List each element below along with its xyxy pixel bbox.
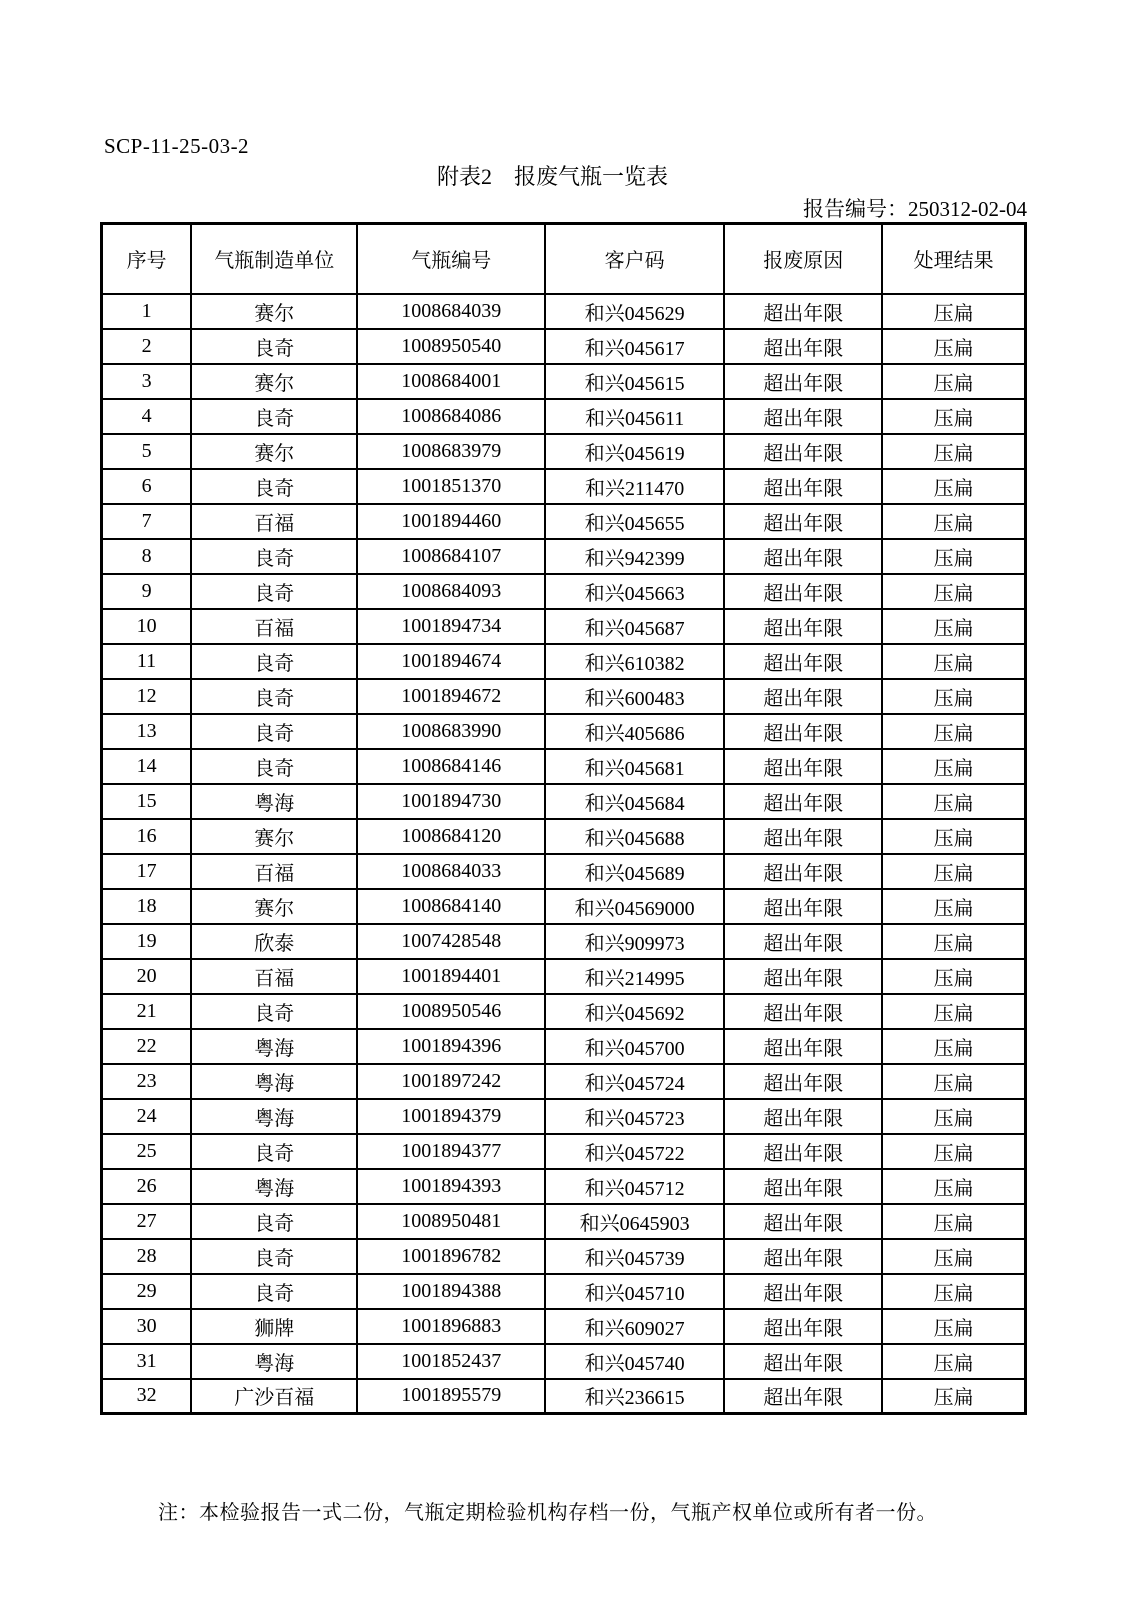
table-cell: 超出年限	[724, 1239, 882, 1274]
table-cell: 和兴214995	[545, 959, 724, 994]
table-cell: 压扁	[882, 854, 1025, 889]
table-cell: 压扁	[882, 364, 1025, 399]
table-cell: 19	[102, 924, 192, 959]
table-cell: 压扁	[882, 1064, 1025, 1099]
table-cell: 和兴04569000	[545, 889, 724, 924]
table-cell: 26	[102, 1169, 192, 1204]
table-cell: 压扁	[882, 294, 1025, 329]
table-cell: 超出年限	[724, 749, 882, 784]
table-cell: 狮牌	[191, 1309, 357, 1344]
table-cell: 百福	[191, 504, 357, 539]
report-number-value: 250312-02-04	[908, 197, 1027, 221]
table-row	[102, 399, 1026, 434]
table-cell: 粤海	[191, 784, 357, 819]
table-cell: 超出年限	[724, 1204, 882, 1239]
table-cell: 压扁	[882, 1379, 1025, 1414]
table-row	[102, 644, 1026, 679]
table-cell: 压扁	[882, 539, 1025, 574]
table-cell: 和兴045655	[545, 504, 724, 539]
table-row	[102, 1099, 1026, 1134]
table-cell: 压扁	[882, 609, 1025, 644]
document-code: SCP-11-25-03-2	[104, 134, 250, 158]
table-cell: 1008950546	[357, 994, 545, 1029]
table-cell: 超出年限	[724, 889, 882, 924]
table-cell: 和兴236615	[545, 1379, 724, 1414]
table-cell: 和兴045681	[545, 749, 724, 784]
table-row	[102, 1204, 1026, 1239]
table-cell: 1001894393	[357, 1169, 545, 1204]
table-row	[102, 364, 1026, 399]
table-cell: 1008950481	[357, 1204, 545, 1239]
table-cell: 压扁	[882, 574, 1025, 609]
table-cell: 1001896782	[357, 1239, 545, 1274]
table-row	[102, 1274, 1026, 1309]
table-row	[102, 329, 1026, 364]
table-cell: 和兴909973	[545, 924, 724, 959]
table-row	[102, 609, 1026, 644]
table-cell: 1008684039	[357, 294, 545, 329]
table-cell: 1001894460	[357, 504, 545, 539]
table-cell: 压扁	[882, 1274, 1025, 1309]
table-cell: 1001894730	[357, 784, 545, 819]
table-cell: 粤海	[191, 1099, 357, 1134]
table-row	[102, 1169, 1026, 1204]
table-cell: 和兴045740	[545, 1344, 724, 1379]
table-cell: 压扁	[882, 959, 1025, 994]
table-row	[102, 1379, 1026, 1414]
table-row	[102, 924, 1026, 959]
table-cell: 1008683979	[357, 434, 545, 469]
table-cell: 广沙百福	[191, 1379, 357, 1414]
table-cell: 压扁	[882, 1134, 1025, 1169]
table-cell: 压扁	[882, 714, 1025, 749]
table-row	[102, 1344, 1026, 1379]
table-cell: 超出年限	[724, 1169, 882, 1204]
scrap-cylinder-table-wrap	[100, 222, 1027, 1415]
table-row	[102, 504, 1026, 539]
table-cell: 28	[102, 1239, 192, 1274]
table-cell: 良奇	[191, 539, 357, 574]
table-cell: 良奇	[191, 399, 357, 434]
header-cell: 处理结果	[882, 224, 1025, 294]
table-row	[102, 1029, 1026, 1064]
table-cell: 18	[102, 889, 192, 924]
table-cell: 和兴045700	[545, 1029, 724, 1064]
table-cell: 和兴942399	[545, 539, 724, 574]
table-cell: 良奇	[191, 749, 357, 784]
table-cell: 和兴045615	[545, 364, 724, 399]
table-cell: 超出年限	[724, 959, 882, 994]
table-cell: 超出年限	[724, 994, 882, 1029]
table-cell: 29	[102, 1274, 192, 1309]
table-row	[102, 434, 1026, 469]
table-cell: 超出年限	[724, 469, 882, 504]
table-cell: 粤海	[191, 1169, 357, 1204]
table-cell: 1008684033	[357, 854, 545, 889]
table-cell: 欣泰	[191, 924, 357, 959]
table-row	[102, 994, 1026, 1029]
table-cell: 压扁	[882, 749, 1025, 784]
table-cell: 超出年限	[724, 714, 882, 749]
table-cell: 超出年限	[724, 854, 882, 889]
table-cell: 2	[102, 329, 192, 364]
table-cell: 1008684107	[357, 539, 545, 574]
table-cell: 8	[102, 539, 192, 574]
table-cell: 压扁	[882, 819, 1025, 854]
table-cell: 和兴610382	[545, 644, 724, 679]
header-cell: 报废原因	[724, 224, 882, 294]
table-cell: 和兴045739	[545, 1239, 724, 1274]
table-cell: 和兴045617	[545, 329, 724, 364]
table-cell: 压扁	[882, 1169, 1025, 1204]
table-cell: 良奇	[191, 574, 357, 609]
table-row	[102, 1309, 1026, 1344]
table-cell: 1008684140	[357, 889, 545, 924]
table-cell: 良奇	[191, 679, 357, 714]
table-cell: 超出年限	[724, 574, 882, 609]
table-cell: 超出年限	[724, 364, 882, 399]
table-cell: 超出年限	[724, 784, 882, 819]
table-cell: 1001895579	[357, 1379, 545, 1414]
table-cell: 1001894401	[357, 959, 545, 994]
table-cell: 压扁	[882, 1344, 1025, 1379]
table-cell: 和兴045722	[545, 1134, 724, 1169]
scrap-cylinder-table	[100, 222, 1027, 1415]
table-cell: 压扁	[882, 679, 1025, 714]
table-cell: 和兴045689	[545, 854, 724, 889]
table-cell: 13	[102, 714, 192, 749]
table-cell: 粤海	[191, 1029, 357, 1064]
table-cell: 和兴045611	[545, 399, 724, 434]
table-cell: 24	[102, 1099, 192, 1134]
table-cell: 32	[102, 1379, 192, 1414]
table-cell: 1001896883	[357, 1309, 545, 1344]
table-cell: 压扁	[882, 1099, 1025, 1134]
table-cell: 压扁	[882, 994, 1025, 1029]
table-cell: 1007428548	[357, 924, 545, 959]
table-cell: 和兴045663	[545, 574, 724, 609]
report-number-label: 报告编号：	[803, 197, 908, 221]
table-row	[102, 1064, 1026, 1099]
table-cell: 压扁	[882, 504, 1025, 539]
table-cell: 和兴0645903	[545, 1204, 724, 1239]
table-cell: 25	[102, 1134, 192, 1169]
table-cell: 超出年限	[724, 1274, 882, 1309]
table-cell: 压扁	[882, 329, 1025, 364]
table-cell: 1001894674	[357, 644, 545, 679]
table-cell: 1008684120	[357, 819, 545, 854]
table-cell: 4	[102, 399, 192, 434]
header-cell: 客户码	[545, 224, 724, 294]
table-cell: 压扁	[882, 924, 1025, 959]
table-cell: 和兴045712	[545, 1169, 724, 1204]
table-cell: 22	[102, 1029, 192, 1064]
table-cell: 良奇	[191, 329, 357, 364]
table-cell: 超出年限	[724, 399, 882, 434]
table-cell: 超出年限	[724, 609, 882, 644]
report-number-line	[100, 193, 1027, 223]
table-row	[102, 959, 1026, 994]
table-cell: 6	[102, 469, 192, 504]
table-cell: 9	[102, 574, 192, 609]
table-cell: 良奇	[191, 714, 357, 749]
table-cell: 和兴609027	[545, 1309, 724, 1344]
table-cell: 1008684146	[357, 749, 545, 784]
table-cell: 和兴045629	[545, 294, 724, 329]
table-header-row	[102, 224, 1026, 294]
table-cell: 百福	[191, 854, 357, 889]
table-cell: 21	[102, 994, 192, 1029]
table-cell: 5	[102, 434, 192, 469]
table-cell: 3	[102, 364, 192, 399]
page-title: 附表2 报废气瓶一览表	[436, 164, 668, 189]
table-cell: 和兴211470	[545, 469, 724, 504]
table-cell: 23	[102, 1064, 192, 1099]
table-row	[102, 574, 1026, 609]
table-cell: 超出年限	[724, 1379, 882, 1414]
table-cell: 超出年限	[724, 539, 882, 574]
table-row	[102, 714, 1026, 749]
table-cell: 超出年限	[724, 819, 882, 854]
table-cell: 超出年限	[724, 1029, 882, 1064]
table-cell: 1001894396	[357, 1029, 545, 1064]
table-row	[102, 889, 1026, 924]
table-cell: 压扁	[882, 434, 1025, 469]
table-cell: 超出年限	[724, 1064, 882, 1099]
header-cell: 气瓶编号	[357, 224, 545, 294]
table-row	[102, 1239, 1026, 1274]
table-cell: 赛尔	[191, 364, 357, 399]
table-cell: 10	[102, 609, 192, 644]
table-cell: 良奇	[191, 994, 357, 1029]
header-cell: 气瓶制造单位	[191, 224, 357, 294]
table-cell: 良奇	[191, 1204, 357, 1239]
table-cell: 和兴045723	[545, 1099, 724, 1134]
table-cell: 和兴045688	[545, 819, 724, 854]
table-cell: 1001852437	[357, 1344, 545, 1379]
table-cell: 良奇	[191, 1239, 357, 1274]
table-cell: 和兴045684	[545, 784, 724, 819]
table-cell: 压扁	[882, 1204, 1025, 1239]
table-cell: 1001897242	[357, 1064, 545, 1099]
table-cell: 7	[102, 504, 192, 539]
table-cell: 1	[102, 294, 192, 329]
table-cell: 压扁	[882, 784, 1025, 819]
table-cell: 1001851370	[357, 469, 545, 504]
table-cell: 良奇	[191, 644, 357, 679]
table-cell: 赛尔	[191, 889, 357, 924]
table-cell: 百福	[191, 959, 357, 994]
table-cell: 超出年限	[724, 644, 882, 679]
table-cell: 和兴405686	[545, 714, 724, 749]
table-cell: 14	[102, 749, 192, 784]
table-cell: 超出年限	[724, 329, 882, 364]
table-cell: 1008684093	[357, 574, 545, 609]
table-cell: 粤海	[191, 1344, 357, 1379]
table-cell: 和兴045724	[545, 1064, 724, 1099]
table-row	[102, 854, 1026, 889]
footer-note: 注：本检验报告一式二份，气瓶定期检验机构存档一份，气瓶产权单位或所有者一份。	[158, 1502, 937, 1524]
table-cell: 16	[102, 819, 192, 854]
table-cell: 压扁	[882, 889, 1025, 924]
table-cell: 12	[102, 679, 192, 714]
table-cell: 赛尔	[191, 434, 357, 469]
table-row	[102, 749, 1026, 784]
table-cell: 1008950540	[357, 329, 545, 364]
table-cell: 1001894672	[357, 679, 545, 714]
table-row	[102, 469, 1026, 504]
table-cell: 20	[102, 959, 192, 994]
table-cell: 1001894379	[357, 1099, 545, 1134]
table-cell: 1001894377	[357, 1134, 545, 1169]
table-cell: 30	[102, 1309, 192, 1344]
table-cell: 和兴045692	[545, 994, 724, 1029]
table-cell: 超出年限	[724, 1344, 882, 1379]
table-cell: 11	[102, 644, 192, 679]
table-cell: 赛尔	[191, 294, 357, 329]
table-cell: 1001894734	[357, 609, 545, 644]
table-cell: 超出年限	[724, 679, 882, 714]
table-cell: 良奇	[191, 469, 357, 504]
table-cell: 粤海	[191, 1064, 357, 1099]
table-cell: 良奇	[191, 1274, 357, 1309]
table-cell: 压扁	[882, 1239, 1025, 1274]
table-cell: 和兴045687	[545, 609, 724, 644]
table-cell: 1001894388	[357, 1274, 545, 1309]
table-cell: 和兴045710	[545, 1274, 724, 1309]
table-cell: 压扁	[882, 1309, 1025, 1344]
table-cell: 压扁	[882, 1029, 1025, 1064]
table-cell: 和兴045619	[545, 434, 724, 469]
table-cell: 压扁	[882, 469, 1025, 504]
table-row	[102, 679, 1026, 714]
table-cell: 超出年限	[724, 1309, 882, 1344]
table-cell: 15	[102, 784, 192, 819]
table-cell: 压扁	[882, 644, 1025, 679]
table-row	[102, 539, 1026, 574]
table-cell: 超出年限	[724, 434, 882, 469]
table-cell: 17	[102, 854, 192, 889]
table-cell: 超出年限	[724, 504, 882, 539]
header-cell: 序号	[102, 224, 192, 294]
table-cell: 百福	[191, 609, 357, 644]
table-cell: 超出年限	[724, 294, 882, 329]
table-cell: 赛尔	[191, 819, 357, 854]
table-row	[102, 1134, 1026, 1169]
table-row	[102, 784, 1026, 819]
table-cell: 31	[102, 1344, 192, 1379]
table-cell: 1008684086	[357, 399, 545, 434]
table-row	[102, 819, 1026, 854]
table-row	[102, 294, 1026, 329]
table-cell: 1008684001	[357, 364, 545, 399]
table-cell: 1008683990	[357, 714, 545, 749]
table-cell: 超出年限	[724, 1099, 882, 1134]
table-cell: 27	[102, 1204, 192, 1239]
table-cell: 超出年限	[724, 1134, 882, 1169]
table-cell: 超出年限	[724, 924, 882, 959]
table-cell: 和兴600483	[545, 679, 724, 714]
table-cell: 良奇	[191, 1134, 357, 1169]
table-cell: 压扁	[882, 399, 1025, 434]
